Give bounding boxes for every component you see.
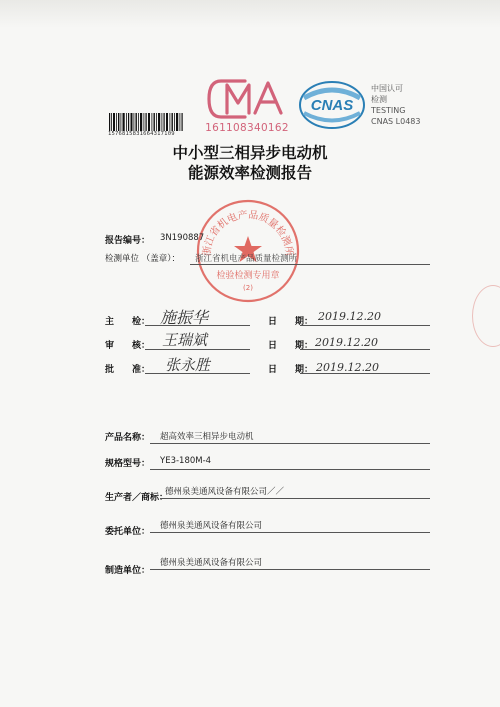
barcode-number: 15768158316643171​09 bbox=[108, 131, 175, 137]
testing-unit-value: 浙江省机电产品质量检测所 bbox=[195, 254, 298, 264]
inspector-date: 2019.12.20 bbox=[318, 310, 381, 323]
cma-number: 161108340162 bbox=[205, 122, 289, 134]
seal-ring-text: 浙江省机电产品质量检测所 bbox=[201, 209, 295, 257]
cnas-line-2: 检测 bbox=[371, 95, 387, 104]
cnas-logo bbox=[298, 80, 366, 130]
edge-seal-fragment bbox=[472, 285, 500, 347]
report-number-label: 报告编号： bbox=[105, 236, 151, 246]
inspector-date-label: 日 期： bbox=[268, 317, 314, 327]
cma-logo bbox=[205, 77, 289, 121]
model-label: 规格型号： bbox=[105, 459, 151, 469]
svg-text:CNAS: CNAS bbox=[310, 97, 354, 114]
client-underline bbox=[150, 532, 430, 533]
inspector-signature: 施振华 bbox=[160, 308, 209, 327]
manufacturer-label: 制造单位： bbox=[105, 566, 151, 576]
reviewer-underline bbox=[145, 349, 250, 350]
product-name-value: 超高效率三相异步电动机 bbox=[160, 432, 254, 442]
producer-underline bbox=[160, 498, 430, 499]
seal-bottom-text: 检验检测专用章 bbox=[216, 271, 280, 281]
approver-date-underline bbox=[300, 373, 430, 374]
reviewer-label: 审 核： bbox=[105, 341, 151, 351]
product-name-label: 产品名称： bbox=[105, 433, 151, 443]
scan-shadow bbox=[0, 0, 500, 28]
manufacturer-underline bbox=[150, 569, 430, 570]
inspector-underline bbox=[145, 325, 250, 326]
manufacturer-value: 德州泉美通风设备有限公司 bbox=[160, 558, 263, 568]
model-value: YE3-180M-4 bbox=[160, 456, 212, 466]
barcode bbox=[109, 113, 183, 131]
report-number-value: 3N190887 bbox=[160, 233, 205, 243]
testing-unit-label: 检测单位 （盖章）： bbox=[105, 254, 180, 264]
producer-label: 生产者／商标： bbox=[105, 493, 169, 503]
red-seal-stamp bbox=[193, 196, 303, 306]
approver-signature: 张永胜 bbox=[165, 356, 211, 374]
inspector-label: 主 检： bbox=[105, 317, 151, 327]
testing-unit-underline bbox=[190, 264, 430, 265]
model-underline bbox=[150, 469, 430, 470]
producer-value: 德州泉美通风设备有限公司／／ bbox=[165, 487, 285, 497]
product-name-underline bbox=[150, 443, 430, 444]
approver-label: 批 准： bbox=[105, 365, 151, 375]
reviewer-date-label: 日 期： bbox=[268, 341, 314, 351]
cnas-line-1: 中国认可 bbox=[371, 84, 403, 93]
report-title-line1: 中小型三相异步电动机 bbox=[172, 143, 328, 162]
reviewer-date-underline bbox=[300, 349, 430, 350]
reviewer-date: 2019.12.20 bbox=[315, 336, 378, 349]
approver-underline bbox=[145, 373, 250, 374]
cnas-line-3: TESTING bbox=[371, 106, 406, 115]
seal-code: (2) bbox=[243, 284, 253, 292]
reviewer-signature: 王瑞斌 bbox=[162, 331, 208, 349]
cnas-line-4: CNAS L0483 bbox=[371, 117, 421, 126]
report-title-line2: 能源效率检测报告 bbox=[187, 163, 312, 182]
cnas-caption bbox=[371, 83, 420, 127]
approver-date-label: 日 期： bbox=[268, 365, 314, 375]
client-value: 德州泉美通风设备有限公司 bbox=[160, 521, 263, 531]
client-label: 委托单位： bbox=[105, 527, 151, 537]
inspector-date-underline bbox=[300, 325, 430, 326]
approver-date: 2019.12.20 bbox=[316, 361, 379, 374]
